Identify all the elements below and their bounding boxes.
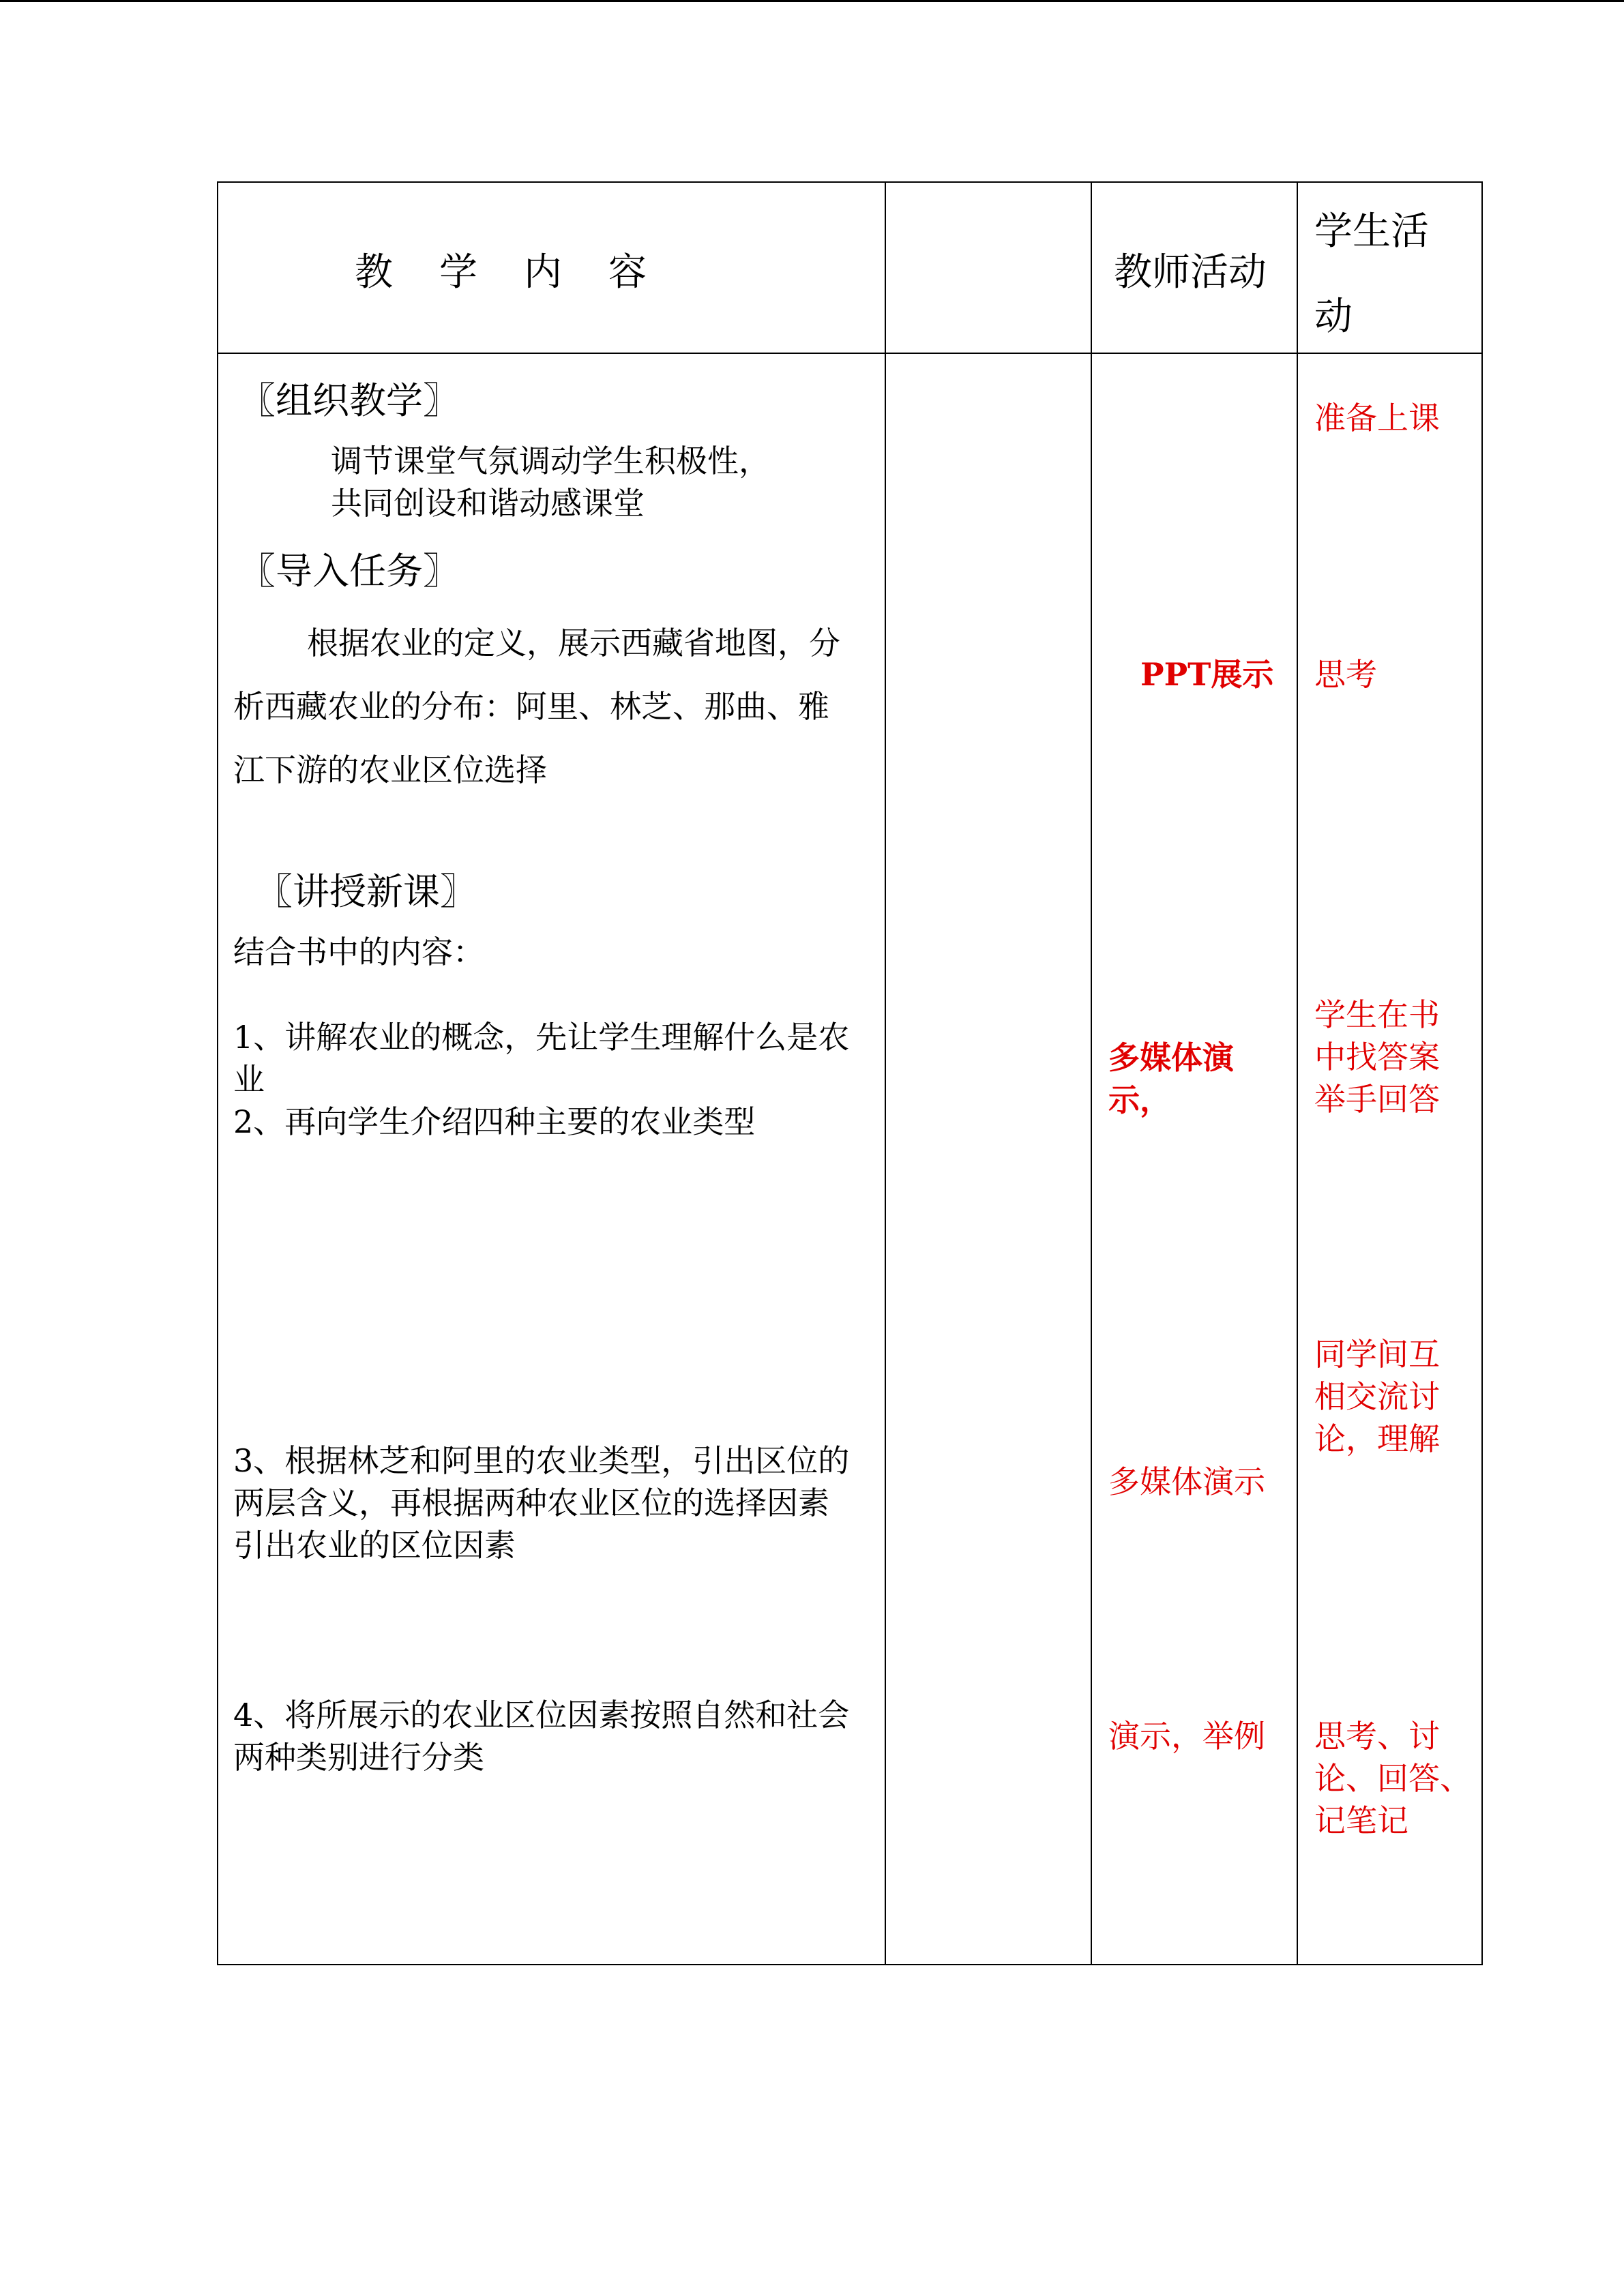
intro-title: 〖导入任务〗 bbox=[239, 550, 460, 593]
newlesson-student1-line2: 中找答案 bbox=[1314, 1039, 1440, 1075]
organize-title: 〖组织教学〗 bbox=[239, 379, 460, 422]
header-content: 教 学 内 容 bbox=[355, 250, 651, 295]
newlesson-student3-line1: 思考、讨 bbox=[1314, 1718, 1440, 1755]
newlesson-step3-line2: 两层含义，再根据两种农业区位的选择因素 bbox=[233, 1485, 829, 1521]
newlesson-step1-line2: 业 bbox=[233, 1061, 265, 1098]
newlesson-student2-line2: 相交流讨 bbox=[1314, 1378, 1440, 1415]
newlesson-student3-line2: 论、回答、 bbox=[1314, 1760, 1471, 1797]
newlesson-student2-line3: 论，理解 bbox=[1314, 1420, 1440, 1457]
header-divider bbox=[217, 353, 1483, 354]
newlesson-student1-line1: 学生在书 bbox=[1314, 996, 1440, 1033]
newlesson-intro: 结合书中的内容： bbox=[233, 934, 484, 970]
column-divider-1 bbox=[885, 181, 886, 1965]
newlesson-teacher1-line1: 多媒体演 bbox=[1108, 1039, 1234, 1076]
newlesson-step2: 2、再向学生介绍四种主要的农业类型 bbox=[233, 1103, 756, 1140]
newlesson-teacher1-line2: 示， bbox=[1108, 1082, 1171, 1118]
newlesson-student3-line3: 记笔记 bbox=[1314, 1802, 1408, 1839]
newlesson-teacher3: 演示，举例 bbox=[1108, 1718, 1265, 1755]
newlesson-step4-line1: 4、将所展示的农业区位因素按照自然和社会 bbox=[233, 1697, 850, 1733]
column-divider-3 bbox=[1297, 181, 1298, 1965]
newlesson-student1-line3: 举手回答 bbox=[1314, 1081, 1440, 1118]
newlesson-step4-line2: 两种类别进行分类 bbox=[233, 1739, 484, 1776]
header-student-activity-line2: 动 bbox=[1314, 295, 1353, 339]
newlesson-student2-line1: 同学间互 bbox=[1314, 1336, 1440, 1373]
newlesson-step1-line1: 1、讲解农业的概念，先让学生理解什么是农 bbox=[233, 1019, 850, 1056]
newlesson-step3-line3: 引出农业的区位因素 bbox=[233, 1527, 516, 1564]
intro-line2: 析西藏农业的分布：阿里、林芝、那曲、雅 bbox=[233, 688, 829, 725]
organize-line2: 共同创设和谐动感课堂 bbox=[331, 485, 645, 522]
header-student-activity-line1: 学生活 bbox=[1314, 209, 1429, 254]
organize-student-activity: 准备上课 bbox=[1314, 400, 1440, 436]
header-teacher-activity: 教师活动 bbox=[1114, 250, 1267, 295]
intro-teacher-activity: PPT展示 bbox=[1140, 656, 1274, 693]
newlesson-step3-line1: 3、根据林芝和阿里的农业类型，引出区位的 bbox=[233, 1442, 850, 1479]
column-divider-2 bbox=[1091, 181, 1092, 1965]
newlesson-title: 〖讲授新课〗 bbox=[256, 870, 477, 913]
organize-line1: 调节课堂气氛调动学生积极性， bbox=[331, 443, 770, 479]
intro-line1: 根据农业的定义，展示西藏省地图，分 bbox=[307, 625, 840, 661]
intro-student-activity: 思考 bbox=[1314, 656, 1377, 693]
top-rule bbox=[0, 0, 1624, 2]
intro-line3: 江下游的农业区位选择 bbox=[233, 751, 547, 788]
newlesson-teacher2: 多媒体演示 bbox=[1108, 1463, 1265, 1500]
